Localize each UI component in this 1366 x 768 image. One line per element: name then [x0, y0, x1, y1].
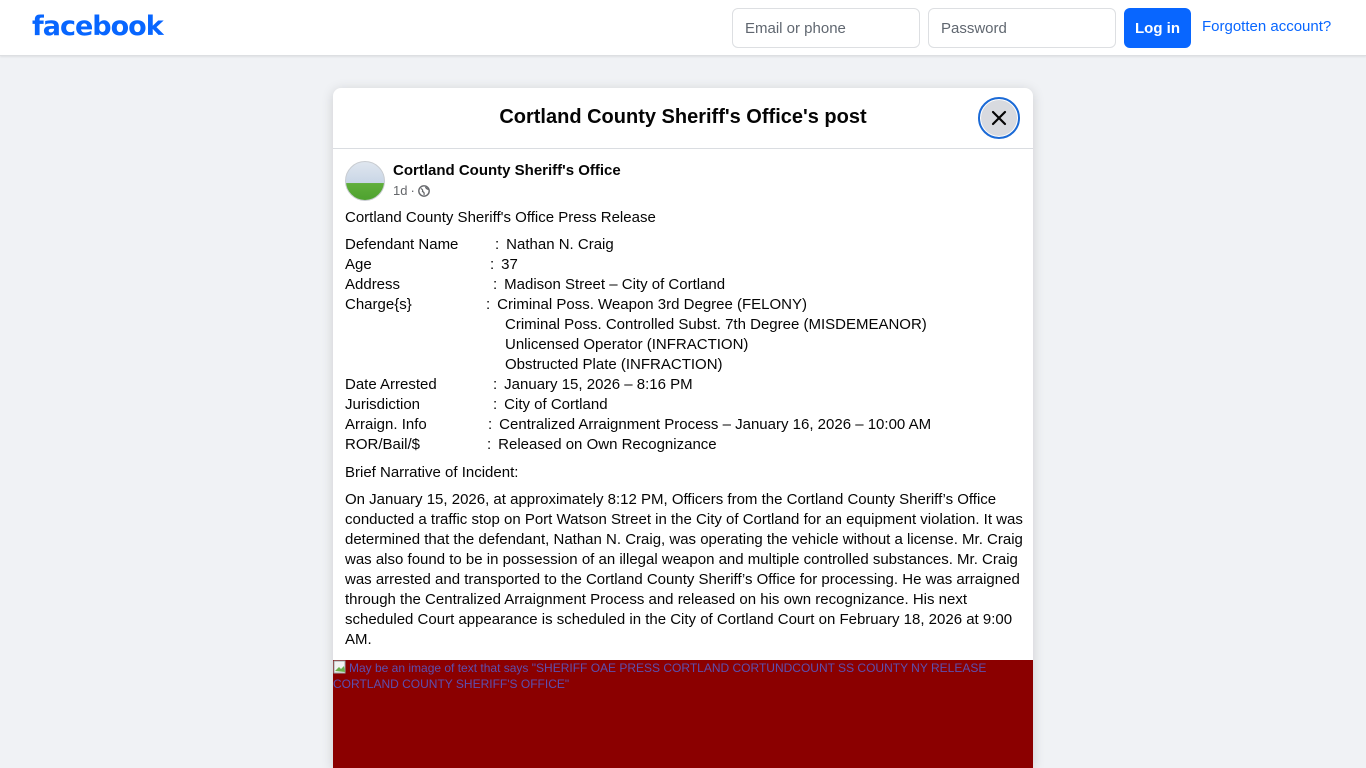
field-ror-bail [345, 435, 1025, 455]
password-input[interactable] [928, 8, 1116, 48]
field-arraign-info [345, 415, 1025, 435]
field-label: Jurisdiction [345, 396, 421, 413]
post-intro: Cortland County Sheriff's Office Press Release [345, 209, 656, 226]
login-button[interactable]: Log in [1124, 8, 1191, 48]
field-separator: : [495, 236, 500, 253]
field-value: 37 [501, 256, 518, 273]
additional-charge: Obstructed Plate (INFRACTION) [505, 356, 723, 373]
narrative-title: Brief Narrative of Incident: [345, 464, 519, 481]
meta-separator: · [410, 183, 415, 198]
field-separator: : [493, 376, 498, 393]
field-address [345, 275, 1025, 295]
page-avatar[interactable] [345, 161, 385, 201]
field-jurisdiction [345, 395, 1025, 415]
field-separator: : [486, 296, 491, 313]
additional-charge: Criminal Poss. Controlled Subst. 7th Degree (MISDEMEANOR) [505, 316, 927, 333]
field-date-arrested [345, 375, 1025, 395]
field-label: Defendant Name [345, 236, 459, 253]
field-separator: : [493, 276, 498, 293]
field-separator: : [488, 416, 493, 433]
globe-icon [418, 185, 430, 197]
post-image[interactable] [333, 660, 1033, 768]
field-defendant-name [345, 235, 1025, 255]
field-separator: : [493, 396, 498, 413]
broken-image-icon [333, 660, 347, 674]
post-author[interactable]: Cortland County Sheriff's Office [393, 162, 621, 179]
field-value: January 15, 2026 – 8:16 PM [504, 376, 693, 393]
field-label: ROR/Bail/$ [345, 436, 421, 453]
field-value: City of Cortland [504, 396, 608, 413]
dialog-header [333, 88, 1033, 149]
additional-charge: Unlicensed Operator (INFRACTION) [505, 336, 749, 353]
post-body [345, 208, 1025, 650]
field-separator: : [487, 436, 492, 453]
forgotten-account-link[interactable]: Forgotten account? [1202, 18, 1332, 35]
close-icon [989, 108, 1009, 128]
post-dialog [333, 88, 1033, 768]
field-value: Nathan N. Craig [506, 236, 614, 253]
field-value: Centralized Arraignment Process – January 16, 2026 – 10:00 AM [499, 416, 932, 433]
field-label: Charge{s} [345, 296, 412, 313]
post-time[interactable]: 1d [393, 183, 408, 198]
post-meta [393, 183, 430, 198]
image-alt-text [333, 660, 1023, 692]
field-label: Address [345, 276, 401, 293]
field-label: Arraign. Info [345, 416, 427, 433]
facebook-logo[interactable]: facebook [32, 11, 163, 42]
email-or-phone-input[interactable] [732, 8, 920, 48]
image-alt-label: May be an image of text that says "SHERIFF OAE PRESS CORTLAND CORTUNDCOUNT SS COUNTY NY RELEASE CORTLAND COUNTY SHERIFF'S OFFICE" [333, 661, 987, 691]
field-label: Date Arrested [345, 376, 437, 393]
field-value: Released on Own Recognizance [498, 436, 717, 453]
field-separator: : [490, 256, 495, 273]
field-charges [345, 295, 1025, 315]
narrative-text: On January 15, 2026, at approximately 8:12 PM, Officers from the Cortland County Sheriff’s Office conducted a traffic stop on Port Watson Street in the City of Cortland for an equipment violation. It was determined that the defendant, Nathan N. Craig, was operating the vehicle without a license. Mr. Craig was also found to be in possession of an illegal weapon and multiple controlled substances. Mr. Craig was arrested and transported to the Cortland County Sheriff’s Office for processing. He was arraigned through the Centralized Arraignment Process and released on his own recognizance. His next scheduled Court appearance is scheduled in the City of Cortland Court on February 18, 2026 at 9:00 AM. [345, 491, 1023, 648]
close-button[interactable] [978, 97, 1020, 139]
top-navigation-bar [0, 0, 1366, 56]
field-value: Madison Street – City of Cortland [504, 276, 726, 293]
field-age [345, 255, 1025, 275]
field-label: Age [345, 256, 372, 273]
dialog-title: Cortland County Sheriff's Office's post [499, 106, 867, 128]
field-value: Criminal Poss. Weapon 3rd Degree (FELONY) [497, 296, 808, 313]
